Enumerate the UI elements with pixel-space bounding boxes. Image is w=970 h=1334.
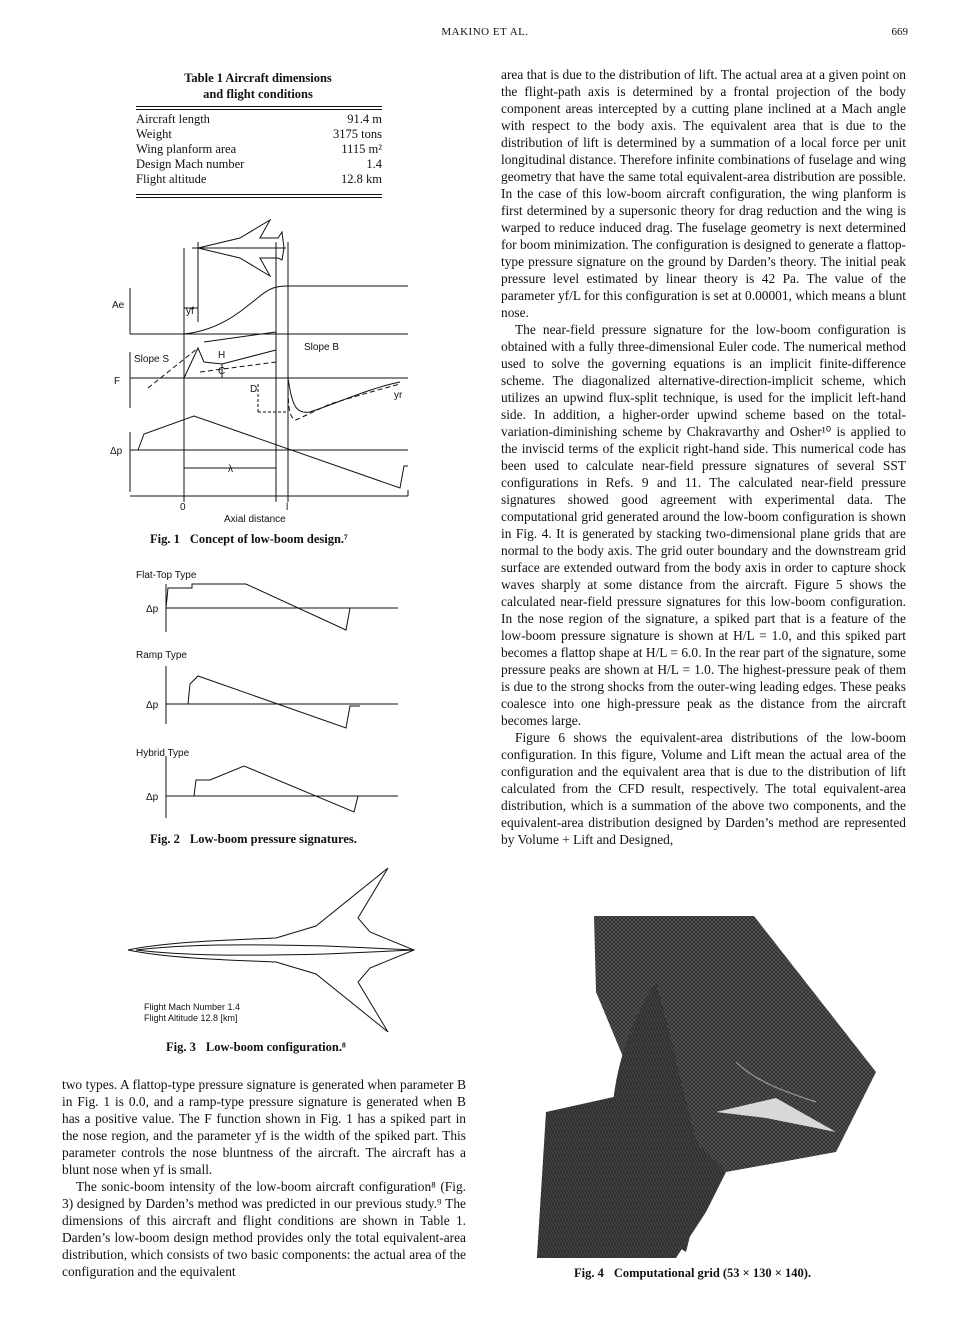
right-paragraph-2: The near-field pressure signature for the low-boom configuration is obtained with a fully three-dimensional Euler code. The numerical method used to solve the governing equations is an implicit finite-difference scheme. The diagonalized alternative-direction-implicit scheme, which utilizes an upwind flux-split technique, is used for the implicit left-hand side. In addition, a higher-order upwind scheme based on the total-variation-diminishing scheme by Chakravarthy and Osher¹⁰ is applied to the inviscid terms of the explicit right-hand side. This numerical code has been used to calculate near-field pressure signatures of several SST configurations in Refs. 9 and 11. The calculated near-field pressure signatures showed good agreement with experimental data. The computational grid generated around the low-boom configuration is shown in Fig. 4. It is generated by stacking two-dimensional plane grids that are normal to the body axis. The grid outer boundary and the downstream grid surface are extended outward from the body axis in order to capture shock waves sharply at some distance from the aircraft. Figure 5 shows the calculated near-field pressure signatures for this low-boom configuration. In the nose region of the signature, a spiked part that is a feature of the low-boom pressure signature is shown at H/L = 1.0, and this spiked part becomes a flattop shape at H/L = 6.0. In the rear part of the signature, some pressure peaks are shown at H/L = 1.0. The highest-pressure peak of them is due to the strong shocks from the outer-wing leading edges. These peaks coalesce into one high-pressure peak as the distance from the aircraft becomes large. bbox=[501, 322, 906, 728]
running-title: MAKINO ET AL. bbox=[441, 26, 529, 38]
fig2-dp-ramp: Δp bbox=[146, 700, 159, 711]
fig2-diagram bbox=[128, 566, 408, 826]
right-column-text bbox=[501, 66, 906, 848]
fig1-label-c: C bbox=[218, 366, 226, 377]
fig1-caption-label: Fig. 1 bbox=[150, 532, 180, 546]
fig1-label-lambda: λ bbox=[228, 464, 233, 475]
table-row bbox=[136, 157, 382, 172]
table-top-rule bbox=[136, 106, 382, 107]
fig2-caption-text: Low-boom pressure signatures. bbox=[189, 832, 357, 846]
left-paragraph-2: The sonic-boom intensity of the low-boom aircraft configuration⁸ (Fig. 3) designed by Darden’s method was predicted in our previous study.⁹ The dimensions of this aircraft and flight conditions are shown in Table 1. Darden’s low-boom design method provides only the total equivalent-area distribution, which consists of two basic components: the actual area of the configuration and the equivalent bbox=[62, 1179, 466, 1279]
table-cell-value: 3175 tons bbox=[333, 127, 382, 141]
table-cell-value: 1.4 bbox=[366, 157, 382, 171]
table-cell-label: Weight bbox=[136, 127, 172, 141]
table-bottom-rule-2 bbox=[136, 197, 382, 198]
fig3-note-mach: Flight Mach Number 1.4 bbox=[144, 1002, 241, 1012]
table-cell-label: Flight altitude bbox=[136, 172, 207, 186]
fig4-caption-text: Computational grid (53 × 130 × 140). bbox=[613, 1266, 812, 1280]
fig3-diagram bbox=[126, 866, 416, 1032]
fig1-label-slope-s: Slope S bbox=[134, 354, 170, 365]
fig1-label-dp: Δp bbox=[110, 446, 123, 457]
fig1-label-slope-b: Slope B bbox=[304, 342, 340, 353]
fig4-grid-image bbox=[536, 912, 880, 1258]
table-caption-line1: Table 1 Aircraft dimensions bbox=[184, 71, 332, 85]
dimensions-table bbox=[136, 112, 382, 187]
table-row bbox=[136, 172, 382, 187]
table-cell-label: Aircraft length bbox=[136, 112, 210, 126]
fig1-label-yr: yr bbox=[394, 390, 403, 401]
fig2-ramp-curve bbox=[188, 676, 360, 728]
fig1-label-h: H bbox=[218, 350, 226, 361]
table-cell-value: 12.8 km bbox=[341, 172, 382, 186]
fig1-diagram bbox=[100, 212, 420, 532]
table-cell-label: Wing planform area bbox=[136, 142, 237, 156]
fig2-title-hybrid: Hybrid Type bbox=[136, 748, 190, 759]
right-paragraph-3: Figure 6 shows the equivalent-area distributions of the low-boom configuration. In this figure, Volume and Lift mean the actual area of the configuration and the equivalent area that is due to the distribution of lift calculated from the CFD result, respectively. The total equivalent-area distribution, which is a summation of the above two components, and the equivalent-area distribution designed by Darden’s method are represented by Volume + Lift and Designed, bbox=[501, 730, 906, 847]
fig4-caption-label: Fig. 4 bbox=[574, 1266, 604, 1280]
fig3-caption bbox=[166, 1040, 346, 1055]
fig2-caption bbox=[150, 832, 357, 847]
table-cell-value: 91.4 m bbox=[347, 112, 382, 126]
fig1-label-l: l bbox=[286, 502, 289, 513]
fig2-title-ramp: Ramp Type bbox=[136, 650, 187, 661]
page-number: 669 bbox=[891, 26, 908, 38]
fig1-f-tail bbox=[288, 382, 400, 420]
fig1-label-yf: yf bbox=[186, 306, 194, 317]
fig1-ae-curve bbox=[184, 286, 408, 334]
fig3-caption-label: Fig. 3 bbox=[166, 1040, 196, 1054]
fig3-note-altitude: Flight Altitude 12.8 [km] bbox=[144, 1013, 238, 1023]
fig1-f-tail-solid bbox=[288, 378, 400, 412]
fig2-dp-flattop: Δp bbox=[146, 604, 159, 615]
fig3-caption-text: Low-boom configuration.⁸ bbox=[205, 1040, 346, 1054]
table-row bbox=[136, 142, 382, 157]
table-row bbox=[136, 112, 382, 127]
fig2-hybrid-curve bbox=[194, 766, 368, 812]
fig1-caption-text: Concept of low-boom design.⁷ bbox=[189, 532, 348, 546]
fig1-f-curve bbox=[184, 348, 276, 378]
table-caption-line2: and flight conditions bbox=[203, 87, 313, 101]
fig1-caption bbox=[150, 532, 348, 547]
fig1-label-f: F bbox=[114, 376, 121, 387]
table-top-rule-2 bbox=[136, 109, 382, 110]
fig2-flattop-curve bbox=[166, 584, 360, 630]
table-cell-value: 1115 m² bbox=[341, 142, 382, 156]
fig2-dp-hybrid: Δp bbox=[146, 792, 159, 803]
fig2-caption-label: Fig. 2 bbox=[150, 832, 180, 846]
fig1-label-zero: 0 bbox=[180, 502, 186, 513]
table-caption bbox=[128, 70, 388, 102]
table-bottom-rule bbox=[136, 194, 382, 195]
right-paragraph-1: area that is due to the distribution of lift. The actual area at a given point on the flight-path axis is determined by a frontal projection of the body component areas intercepted by a cutting plane inclined at a Mach angle with respect to the body axis. The equivalent area that is due to the distribution of lift is determined by a summation of a local force per unit longitudinal distance. Therefore infinite combinations of fuselage and wing geometry that have the same total equivalent-area distribution are possible. In the case of this low-boom aircraft configuration, the wing planform is first determined by a supersonic theory for drag reduction and the wing is warped to reduce induced drag. The fuselage geometry is next determined for boom minimization. The configuration is designed to generate a flattop-type pressure signature on the ground by Darden’s theory. The initial peak pressure level estimated by linear theory is 42 Pa. The value of the parameter yf/L for this configuration is set at 0.00001, which means a blunt nose. bbox=[501, 67, 906, 320]
fig1-label-axial: Axial distance bbox=[224, 514, 286, 525]
fig1-label-d: D bbox=[250, 384, 258, 395]
left-column-text bbox=[62, 1076, 466, 1280]
fig1-dp-curve bbox=[138, 416, 408, 488]
left-paragraph-1: two types. A flattop-type pressure signature is generated when parameter B in Fig. 1 is 0.0, and a ramp-type pressure signature is generated when B has a positive value. The F function shown in Fig. 1 has a spiked part in the nose region, and the parameter yf is the width of the spiked part. This parameter controls the nose bluntness of the aircraft. The aircraft has a blunt nose when yf is small. bbox=[62, 1077, 466, 1177]
fig4-caption bbox=[574, 1266, 811, 1281]
fig2-title-flattop: Flat-Top Type bbox=[136, 570, 197, 581]
table-cell-label: Design Mach number bbox=[136, 157, 245, 171]
table-row bbox=[136, 127, 382, 142]
fig1-label-ae: Ae bbox=[112, 300, 125, 311]
